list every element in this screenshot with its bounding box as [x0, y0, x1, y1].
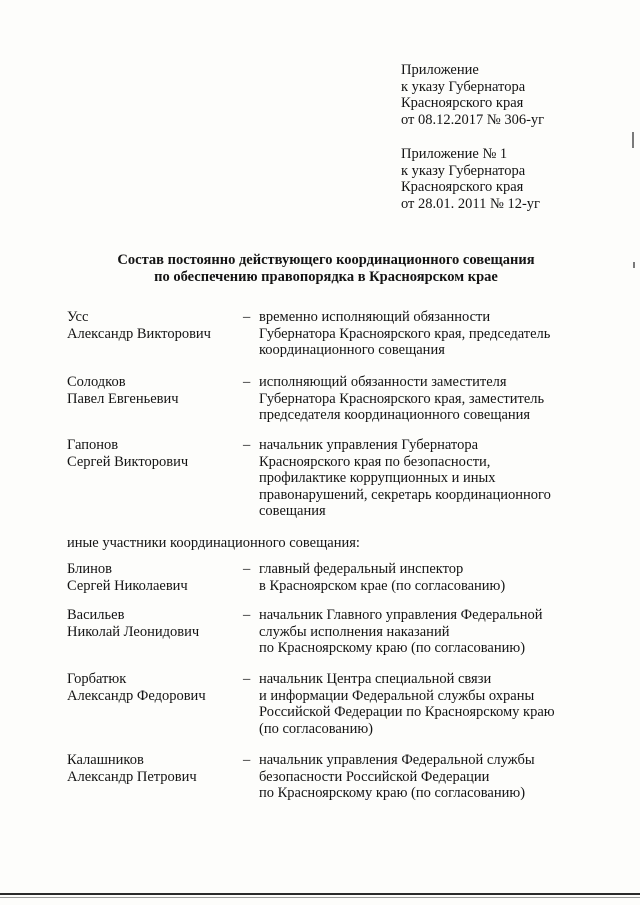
member-role [259, 374, 579, 424]
appendix-header-line: Красноярского края [401, 95, 524, 111]
appendix-header-line: Приложение [401, 62, 479, 78]
member-given-name: Александр Викторович [67, 325, 211, 342]
member-role-line: Российской Федерации по Красноярскому краю [259, 704, 555, 720]
member-role-line: исполняющий обязанности заместителя [259, 374, 507, 390]
member-surname: Калашников [67, 752, 144, 768]
member-role-line: службы исполнения наказаний [259, 623, 450, 640]
appendix-header-line: от 08.12.2017 № 306-уг [401, 111, 545, 128]
scan-mark [633, 262, 635, 268]
member-surname: Гапонов [67, 437, 119, 453]
dash-separator: – [243, 671, 251, 687]
document-title-line: Состав постоянно действующего координационного совещания [117, 252, 535, 268]
member-given-name: Павел Евгеньевич [67, 390, 179, 407]
member-role-line: по Красноярскому краю (по согласованию) [259, 785, 526, 801]
member-name [67, 752, 242, 785]
member-role-line: начальник Центра специальной связи [259, 671, 492, 687]
member-surname: Блинов [67, 561, 112, 577]
dash-separator: – [243, 309, 251, 325]
member-role-line: Губернатора Красноярского края, заместитель [259, 390, 545, 407]
member-name [67, 607, 242, 640]
other-participants-heading: иные участники координационного совещания: [67, 535, 360, 551]
member-role-line: начальник Главного управления Федеральной [259, 607, 543, 623]
member-surname: Солодков [67, 374, 126, 390]
member-name [67, 437, 242, 470]
appendix-1-header-line: Красноярского края [401, 179, 524, 195]
member-role-line: координационного совещания [259, 342, 445, 358]
member-role-line: временно исполняющий обязанности [259, 309, 491, 325]
scan-edge-line [0, 897, 640, 898]
member-role-line: по Красноярскому краю (по согласованию) [259, 640, 526, 656]
member-surname: Усс [67, 309, 89, 325]
member-given-name: Сергей Николаевич [67, 577, 188, 594]
appendix-header [401, 62, 631, 128]
member-role-line: начальник управления Губернатора [259, 437, 479, 453]
member-role [259, 671, 579, 737]
dash-separator: – [243, 437, 251, 453]
member-role [259, 309, 579, 359]
member-surname: Горбатюк [67, 671, 127, 687]
member-role-line: Красноярского края по безопасности, [259, 453, 491, 470]
member-name [67, 671, 242, 704]
appendix-1-header-line: к указу Губернатора [401, 162, 526, 179]
appendix-header-line: к указу Губернатора [401, 78, 526, 95]
member-role-line: Губернатора Красноярского края, председатель [259, 325, 551, 342]
member-role-line: безопасности Российской Федерации [259, 768, 490, 785]
member-role-line: главный федеральный инспектор [259, 561, 464, 577]
scan-mark [632, 132, 634, 148]
member-given-name: Александр Федорович [67, 687, 206, 704]
member-role-line: правонарушений, секретарь координационного [259, 486, 551, 503]
member-role-line: (по согласованию) [259, 720, 373, 737]
document-title-line: по обеспечению правопорядка в Красноярском крае [154, 268, 498, 285]
member-role [259, 437, 579, 520]
member-name [67, 309, 242, 342]
member-name [67, 561, 242, 594]
member-role [259, 752, 579, 802]
member-role-line: в Красноярском крае (по согласованию) [259, 577, 506, 594]
member-given-name: Александр Петрович [67, 768, 197, 785]
dash-separator: – [243, 374, 251, 390]
appendix-1-header-line: Приложение № 1 [401, 146, 508, 162]
appendix-1-header [401, 146, 631, 212]
dash-separator: – [243, 607, 251, 623]
member-surname: Васильев [67, 607, 125, 623]
member-role-line: и информации Федеральной службы охраны [259, 687, 535, 704]
member-name [67, 374, 242, 407]
member-role-line: совещания [259, 503, 326, 519]
dash-separator: – [243, 561, 251, 577]
member-role-line: председателя координационного совещания [259, 407, 531, 423]
member-role-line: начальник управления Федеральной службы [259, 752, 535, 768]
member-role [259, 561, 579, 594]
document-title [60, 252, 592, 285]
member-given-name: Николай Леонидович [67, 623, 200, 640]
scan-edge-line [0, 893, 640, 895]
member-role-line: профилактике коррупционных и иных [259, 470, 496, 486]
member-role [259, 607, 579, 657]
member-given-name: Сергей Викторович [67, 453, 189, 470]
appendix-1-header-line: от 28.01. 2011 № 12-уг [401, 195, 540, 212]
dash-separator: – [243, 752, 251, 768]
